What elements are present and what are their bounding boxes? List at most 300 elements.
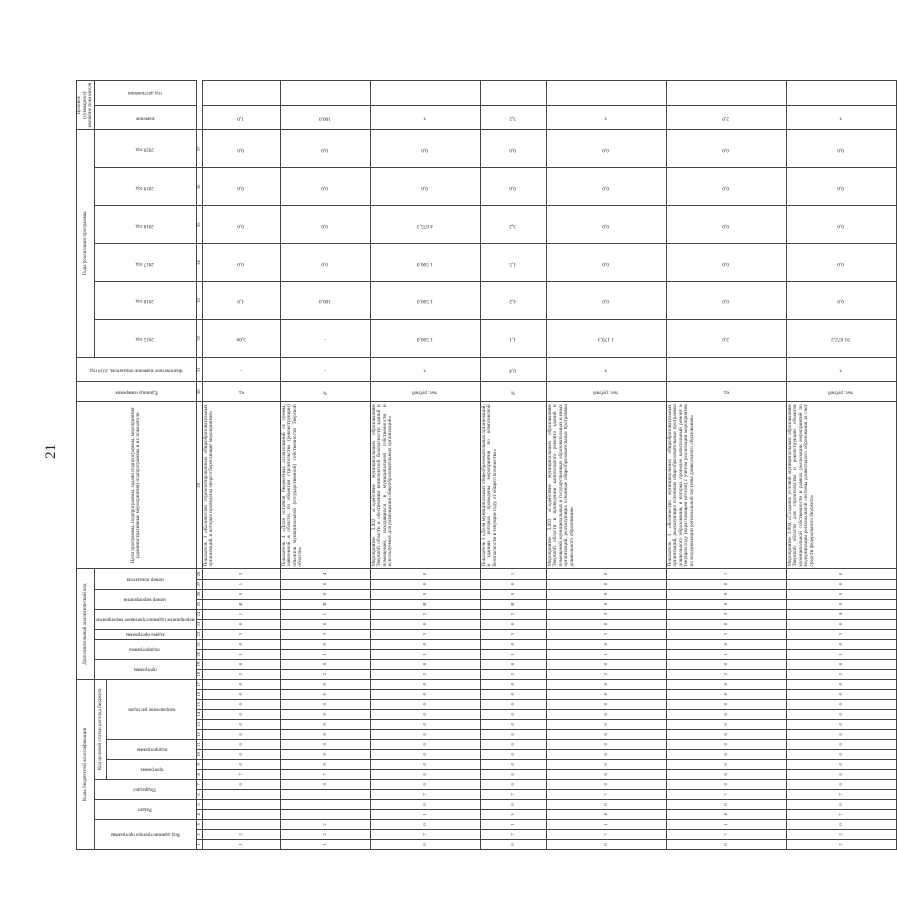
budget-code-digit: 0 [666,839,786,849]
budget-code-digit: 7 [370,789,480,799]
classifier-digit: 0 [666,579,786,589]
budget-code-digit [280,799,370,809]
classifier-digit: 0 [546,589,666,599]
column-number-cell: 32 [196,319,202,357]
table-row [546,81,666,850]
budget-code-digit: 0 [370,699,480,709]
classifier-digit: 3 [546,609,666,619]
column-number-cell: 34 [196,244,202,282]
column-number-cell: 22 [196,629,202,639]
column-number-cell: 3 [196,819,202,829]
budget-code-digit: 0 [202,749,280,759]
header-row-1 [77,81,95,850]
classifier-digit: 0 [370,569,480,579]
cls-indicator-header: номер показателя [94,569,196,589]
row-year-value: 0,0 [546,244,666,282]
budget-code-digit: 7 [202,769,280,779]
classifier-digit: 0 [202,619,280,629]
budget-code-digit: 0 [546,759,666,769]
budget-code-digit: 2 [786,829,896,839]
table-row [786,81,896,850]
budget-code-digit: 0 [480,759,546,769]
column-number-cell: 28 [196,569,202,579]
row-year-value: 0,0 [786,168,896,206]
column-number-cell: 4 [196,809,202,819]
classifier-digit: 0 [786,619,896,629]
budget-code-digit [202,799,280,809]
budget-code-digit: 0 [280,779,370,789]
budget-code-digit: 0 [370,769,480,779]
table-row [202,81,280,850]
classifier-digit: 0 [280,589,370,599]
column-number-cell: 24 [196,609,202,619]
classifier-digit: 0 [370,619,480,629]
classifier-digit: 1 [202,609,280,619]
row-target-value: х [786,105,896,130]
cls-program-header: программа [94,659,196,679]
budget-code-digit: 0 [370,729,480,739]
classifier-digit: 0 [786,569,896,579]
row-target-value: 100,0 [280,105,370,130]
budget-code-digit: 0 [202,689,280,699]
row-year-value: 0,0 [202,206,280,244]
classifier-digit: 0 [480,619,546,629]
row-target-value: 2,0 [666,105,786,130]
target-header: Целевое (суммарное) значение показателя [77,81,95,130]
budget-code-digit: 0 [480,769,546,779]
row-year-value: 1 500,0 [370,244,480,282]
ta-program-header: программа [107,759,196,779]
row-year-value: 2,0 [666,319,786,357]
budget-code-digit: 0 [666,709,786,719]
column-number-cell: 10 [196,749,202,759]
budget-code-digit: 0 [202,719,280,729]
classifier-digit: 0 [370,579,480,589]
row-description: Показатель 3 «Количество отремонтированных общеобразовательных организаций, в которых проведены энергосберегающие мероприятия» [202,402,280,569]
budget-code-digit: 0 [202,679,280,689]
budget-code-digit: 0 [370,749,480,759]
row-year-value: 0,0 [666,130,786,168]
budget-code-digit: 7 [666,829,786,839]
budget-code-digit [280,809,370,819]
row-year-value: 0,0 [202,244,280,282]
classifier-digit: 0 [202,639,280,649]
budget-code-digit: 0 [280,719,370,729]
column-number-cell: 37 [196,130,202,168]
budget-code-digit: 0 [546,839,666,849]
table-row [480,81,546,850]
row-year-value: 1 500,0 [370,319,480,357]
budget-code-digit: 0 [202,739,280,749]
budget-code-digit: 0 [202,709,280,719]
table-row [280,81,370,850]
name-header: Цели программы, подпрограммы, задачи подпрограммы, мероприятия (административные мероприятия) подпрограммы и их показатели [77,402,197,569]
row-year-value: 3,00 [202,319,280,357]
budget-code-digit: 4 [666,809,786,819]
budget-code-digit: 0 [666,769,786,779]
row-year-value: 4 675,3 [370,206,480,244]
row-description: Показатель 4 «Доля остатков бюджетных ассигнований от суммы, заявленной в области, по объектам строительства (реконструкции) объектов муниципальной (государственной) собственности Тверской области» [280,402,370,569]
budget-code-digit: 0 [546,769,666,779]
budget-code-digit: 0 [666,779,786,789]
target-value-header: значение [94,105,196,130]
row-fact-2014: - [202,357,280,382]
budget-code-digit: 0 [786,749,896,759]
budget-code-digit: 7 [480,829,546,839]
classifier-digit: 2 [480,669,546,679]
cls-task-header: задача программы [94,629,196,639]
row-fact-2014: - [280,357,370,382]
budget-code-digit: 0 [370,799,480,809]
row-year-value: 0,0 [546,282,666,320]
budget-code-digit: 0 [546,679,666,689]
year-2016-header: 2016 год [94,282,196,320]
classifier-digit: К [202,599,280,609]
budget-code-digit: 0 [202,779,280,789]
budget-code-digit: 0 [280,739,370,749]
classifier-digit: 1 [786,649,896,659]
table-row [666,81,786,850]
budget-code-digit: 7 [786,809,896,819]
budget-code-digit: 0 [480,779,546,789]
budget-code-digit: 0 [370,819,480,829]
budget-code-digit: 4 [546,809,666,819]
row-description: Мероприятие 3.002 «Содействие муниципальным образованиям Тверской области в обеспечении комплексной безопасности зданий и помещений, находящихся в муниципальной собственности и используемых для размещения общеобразовательных организаций» [370,402,480,569]
row-year-value: 0,0 [786,206,896,244]
column-number-cell: 5 [196,799,202,809]
unit-header: Единица измерения [77,382,197,402]
year-2018-header: 2018 год [94,206,196,244]
classifier-digit: 8 [786,659,896,669]
budget-code-digit: 1 [370,809,480,819]
budget-code-digit: 7 [370,829,480,839]
row-year-value: 0,0 [280,206,370,244]
budget-code-digit: 0 [480,679,546,689]
budget-code-digit: 0 [280,699,370,709]
budget-code-digit: 0 [786,759,896,769]
budget-code-digit: 2 [786,839,896,849]
budget-code-digit: 7 [666,789,786,799]
target-year-header: год достижения [94,81,196,106]
budget-code-digit [280,789,370,799]
budget-code-digit [202,809,280,819]
classifier-digit: 1 [666,569,786,579]
column-number-cell: 17 [196,679,202,689]
row-year-value: 3,2 [480,206,546,244]
ta-subprogram-header: подпрограмма [107,739,196,759]
budget-code-digit: 0 [666,689,786,699]
row-year-value: 0,0 [786,130,896,168]
rotated-table-container [76,80,854,850]
budget-code-digit: 0 [786,799,896,809]
column-number-cell: 33 [196,282,202,320]
budget-code-digit: 0 [546,729,666,739]
row-year-value: 0,0 [546,130,666,168]
row-target-value: 3,2 [480,105,546,130]
budget-code-digit: 0 [280,729,370,739]
classifier-header: Дополнительный аналитический код [77,569,95,679]
budget-code-digit: 0 [480,749,546,759]
budget-code-digit: 0 [666,759,786,769]
budget-code-digit: 0 [370,679,480,689]
budget-code-digit: 0 [370,739,480,749]
row-year-value: 4,2 [480,282,546,320]
classifier-digit: 0 [370,589,480,599]
fact-header: Фактическое значение показателя, 2014 год [77,357,197,382]
row-year-value: 0,0 [666,282,786,320]
classifier-digit: 1 [480,649,546,659]
cls-event-no-header: номер мероприятия [94,589,196,609]
budget-code-digit: 2 [280,819,370,829]
classifier-digit: 0 [666,619,786,629]
row-year-value: - [280,319,370,357]
classifier-digit: Н [370,599,480,609]
row-year-value: 1,1 [480,319,546,357]
budget-code-digit: 0 [480,839,546,849]
budget-code-digit: 0 [480,739,546,749]
column-number-cell: 25 [196,599,202,609]
column-number-cell: 26 [196,589,202,599]
classifier-digit: 0 [546,619,666,629]
column-number-cell: 15 [196,699,202,709]
row-year-value: 0,0 [202,168,280,206]
row-target-year [666,81,786,106]
classifier-digit: 8 [202,659,280,669]
classifier-digit: 4 [786,609,896,619]
budget-code-digit: 0 [202,729,280,739]
row-year-value: 0,0 [546,168,666,206]
budget-code-digit: 0 [666,719,786,729]
row-year-value: 0,0 [280,168,370,206]
classifier-digit: 8 [280,659,370,669]
classifier-digit: 1 [666,649,786,659]
classifier-digit: 8 [370,659,480,669]
column-number-cell: 2 [196,829,202,839]
row-unit: тыс. рублей [370,382,480,402]
row-year-value: 91 672,2 [786,319,896,357]
row-fact-2014 [666,357,786,382]
classifier-digit: 1 [280,649,370,659]
classifier-digit: 2 [546,669,666,679]
years-header: Годы реализации программы [77,130,95,357]
classifier-digit: 1 [202,649,280,659]
row-target-year [786,81,896,106]
classifier-digit: 2 [786,669,896,679]
budget-code-digit: 0 [546,709,666,719]
budget-code-digit: 3 [480,809,546,819]
row-year-value: 1,0 [202,282,280,320]
budget-code-digit: 0 [666,679,786,689]
classifier-digit: 2 [370,609,480,619]
classifier-digit: 0 [280,579,370,589]
budget-code-digit [202,819,280,829]
budget-code-digit: 0 [546,739,666,749]
budget-code-digit: 0 [786,699,896,709]
row-target-year [280,81,370,106]
budget-code-digit: 0 [280,749,370,759]
row-target-year [546,81,666,106]
classifier-digit: 3 [202,629,280,639]
row-year-value: 0,0 [202,130,280,168]
row-year-value: 0,0 [370,130,480,168]
classifier-digit: 8 [546,659,666,669]
row-year-value: 100,0 [280,282,370,320]
classifier-digit: 0 [666,589,786,599]
year-2015-header: 2015 год [94,319,196,357]
budget-code-digit: 7 [280,769,370,779]
budget-code-digit: 0 [370,709,480,719]
column-number-cell: 18 [196,669,202,679]
subsection-header: Подраздел [94,779,196,799]
table-row [370,81,480,850]
classifier-digit: 0 [666,599,786,609]
row-year-value: 1 500,0 [370,282,480,320]
classifier-digit: 0 [370,639,480,649]
column-number-cell: 7 [196,779,202,789]
classifier-digit: 3 [370,629,480,639]
budget-codes-header: Коды бюджетной классификации [77,679,95,849]
classifier-digit: 0 [480,589,546,599]
row-target-year [370,81,480,106]
row-fact-2014: х [370,357,480,382]
budget-code-digit: 0 [280,759,370,769]
program-indicators-table [76,80,897,850]
classifier-digit: 3 [280,629,370,639]
row-year-value: 0,0 [546,206,666,244]
column-number-cell: 11 [196,739,202,749]
classifier-digit: 0 [666,639,786,649]
classifier-digit: 0 [546,599,666,609]
column-number-cell: 12 [196,729,202,739]
column-number-cell: 13 [196,719,202,729]
budget-code-digit: 0 [786,689,896,699]
classifier-digit: 0 [280,619,370,629]
budget-code-digit: 0 [280,679,370,689]
row-unit: ед. [666,382,786,402]
classifier-digit: 0 [786,589,896,599]
classifier-digit: 0 [480,579,546,589]
column-number-cell: 8 [196,769,202,779]
budget-code-digit: 0 [480,699,546,709]
row-year-value: 0,0 [666,244,786,282]
budget-code-digit: 0 [666,799,786,809]
column-number-cell: 21 [196,639,202,649]
row-target-value: 1,0 [202,105,280,130]
classifier-digit: Н [480,599,546,609]
budget-code-digit: 0 [786,779,896,789]
classifier-digit: 3 [666,609,786,619]
classifier-digit: 2 [280,669,370,679]
budget-code-digit: 0 [786,819,896,829]
classifier-digit: 0 [480,639,546,649]
budget-code-digit: 0 [786,769,896,779]
classifier-digit: 0 [786,599,896,609]
budget-code-digit: 1 [202,839,280,849]
year-2019-header: 2019 год [94,168,196,206]
row-target-year [480,81,546,106]
row-year-value: 0,0 [786,244,896,282]
budget-code-digit: 0 [666,739,786,749]
target-article-header: Код целевой статьи расхода бюджета [94,679,106,779]
budget-code-digit: 0 [280,689,370,699]
column-number-cell: 29 [196,402,202,569]
budget-code-digit: 0 [202,759,280,769]
row-unit: тыс. рублей [786,382,896,402]
classifier-digit: 3 [202,569,280,579]
column-number-cell: 20 [196,649,202,659]
admin-code-header: Код администратора программы [94,819,196,849]
budget-code-digit: 0 [546,749,666,759]
column-number-cell: 16 [196,689,202,699]
budget-code-digit: 1 [546,819,666,829]
classifier-digit: 0 [546,569,666,579]
classifier-digit: 3 [546,629,666,639]
classifier-digit: 0 [202,589,280,599]
budget-code-digit: 0 [280,709,370,719]
section-header: Раздел [94,799,196,819]
budget-code-digit: 0 [480,799,546,809]
classifier-digit: 2 [370,669,480,679]
cls-subprogram-header: подпрограмма [94,639,196,659]
budget-code-digit: 7 [480,789,546,799]
classifier-digit: 2 [202,669,280,679]
budget-code-digit: 0 [786,719,896,729]
budget-code-digit: 0 [786,709,896,719]
budget-code-digit: 1 [666,819,786,829]
budget-code-digit: 0 [546,689,666,699]
budget-code-digit: 0 [546,799,666,809]
column-number-cell: 9 [196,759,202,769]
classifier-digit: 1 [280,609,370,619]
row-target-year [202,81,280,106]
row-year-value: 0,0 [370,168,480,206]
classifier-digit: 0 [786,639,896,649]
classifier-digit: 8 [480,659,546,669]
row-description: Показатель 1 «Доля муниципальных общеобразовательных организаций, в зданиях которых проведены мероприятия по комплексной безопасности в текущем году, от общего количества» [480,402,546,569]
page-number: 21 [43,444,59,459]
year-2020-header: 2020 год [94,130,196,168]
budget-code-digit: 0 [786,729,896,739]
budget-code-digit: 0 [370,839,480,849]
budget-code-digit: 0 [480,729,546,739]
column-number-cell: 36 [196,168,202,206]
row-target-value: х [546,105,666,130]
classifier-digit: 1 [202,579,280,589]
budget-code-digit: 0 [786,679,896,689]
row-target-value: х [370,105,480,130]
budget-code-digit: 0 [370,759,480,769]
budget-code-digit: 1 [280,839,370,849]
year-2017-header: 2017 год [94,244,196,282]
classifier-digit: 3 [480,629,546,639]
budget-code-digit: 7 [546,829,666,839]
budget-code-digit: 1 [480,819,546,829]
classifier-digit: 1 [546,649,666,659]
classifier-digit: 4 [280,569,370,579]
column-number-cell: 1 [196,839,202,849]
budget-code-digit [202,789,280,799]
column-number-cell: 27 [196,579,202,589]
row-fact-2014: х [546,357,666,382]
row-year-value: 0,0 [480,168,546,206]
classifier-digit: 2 [666,669,786,679]
budget-code-digit: 0 [480,719,546,729]
classifier-digit: 1 [370,649,480,659]
budget-code-digit: 0 [202,699,280,709]
row-fact-2014: х [786,357,896,382]
classifier-digit: 3 [666,629,786,639]
budget-code-digit: 0 [480,709,546,719]
